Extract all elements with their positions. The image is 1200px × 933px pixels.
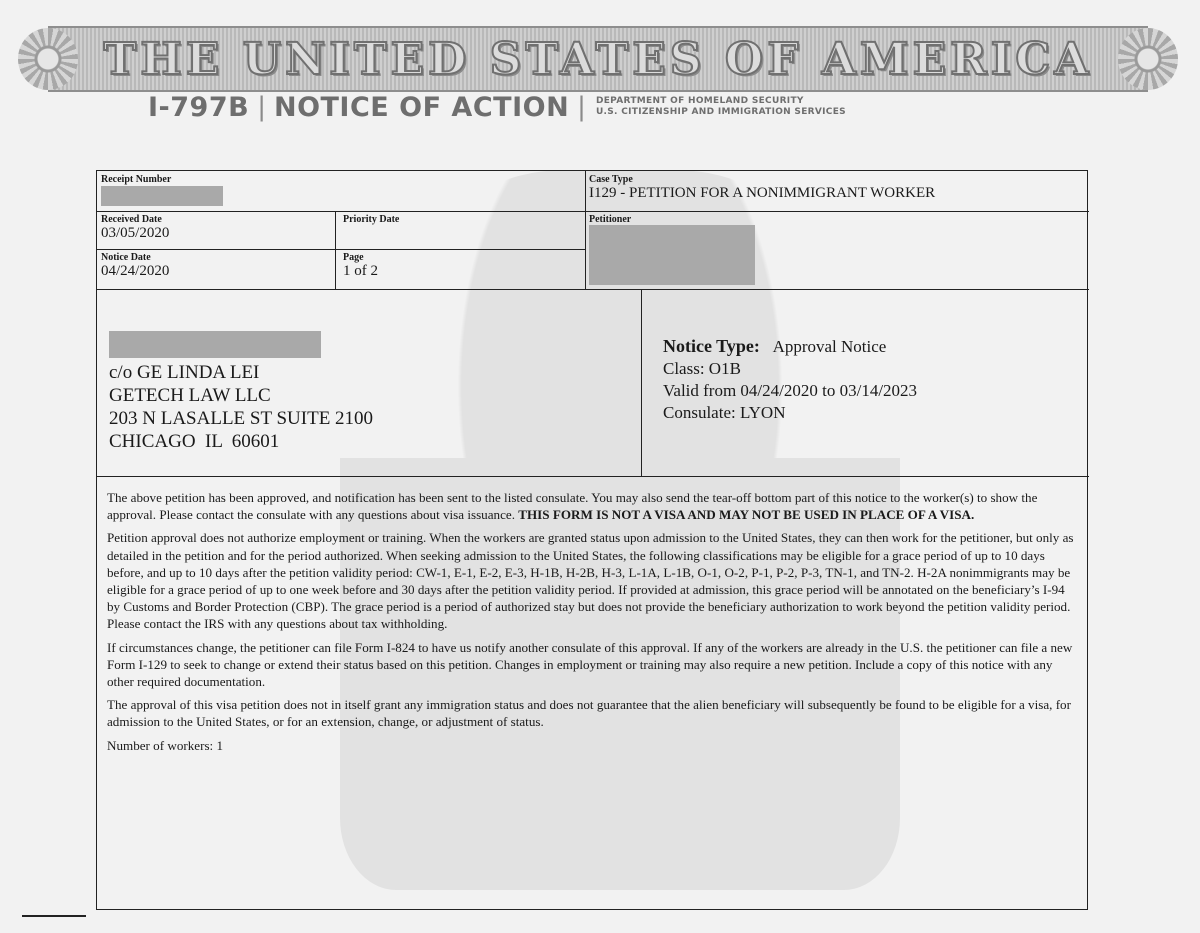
petitioner-cell	[589, 214, 631, 225]
banner	[48, 26, 1148, 92]
address-line-4: CHICAGO IL 60601	[109, 431, 280, 452]
seal-ornament-right	[1118, 28, 1178, 90]
agency-line-2: U.S. CITIZENSHIP AND IMMIGRATION SERVICES	[595, 107, 846, 117]
paragraph-4: The approval of this visa petition does not in itself grant any immigration status and does not guarantee that the alien beneficiary will subsequently be found to be eligible for a visa, for admission to the United States, or for an extension, change, or adjustment of status.	[107, 697, 1071, 730]
divider	[585, 171, 586, 289]
divider	[97, 289, 1089, 290]
agency-line-1: DEPARTMENT OF HOMELAND SECURITY	[595, 96, 804, 106]
page-label: Page	[343, 252, 364, 263]
mailing-address	[109, 361, 373, 453]
page-value: 1 of 2	[343, 263, 378, 279]
petitioner-label: Petitioner	[589, 214, 632, 225]
separator: |	[577, 92, 586, 122]
notice-type-value: Approval Notice	[772, 337, 887, 356]
divider	[97, 476, 1089, 477]
address-line-2: GETECH LAW LLC	[109, 385, 271, 406]
priority-date-label: Priority Date	[343, 214, 400, 225]
notice-form	[96, 170, 1088, 910]
received-date-cell	[101, 214, 169, 242]
valid-line: Valid from 04/24/2020 to 03/14/2023	[663, 381, 918, 400]
case-type-value: I129 - PETITION FOR A NONIMMIGRANT WORKER	[589, 185, 936, 201]
notice-date-value: 04/24/2020	[101, 263, 170, 279]
received-date-value: 03/05/2020	[101, 225, 170, 241]
redacted-petitioner	[589, 225, 755, 285]
divider	[335, 211, 336, 289]
separator: |	[257, 92, 266, 122]
redacted-receipt-number	[101, 186, 223, 206]
notice-title: NOTICE OF ACTION	[273, 91, 570, 123]
notice-date-label: Notice Date	[101, 252, 151, 263]
paragraph-3: If circumstances change, the petitioner can file Form I-824 to have us notify another consulate of this approval. If any of the workers are already in the U.S. the petitioner can file a new Form I-129 to seek to change or extend their status based on this petition. Changes in employment or training may also require a new petition. Include a copy of this notice with any other required documentation.	[107, 639, 1073, 690]
receipt-number-label: Receipt Number	[101, 174, 172, 185]
paragraph-1	[107, 489, 1077, 523]
number-of-workers: Number of workers: 1	[107, 737, 223, 753]
agency	[596, 96, 846, 118]
case-type-cell	[589, 174, 935, 202]
receipt-number-cell	[101, 174, 171, 185]
banner-title: THE UNITED STATES OF AMERICA	[103, 33, 1093, 85]
tear-off-mark	[22, 915, 86, 917]
divider	[97, 211, 1089, 212]
form-subheader	[148, 90, 846, 124]
address-line-1: c/o GE LINDA LEI	[109, 362, 260, 383]
notice-type-label: Notice Type:	[663, 336, 760, 356]
paragraph-2: Petition approval does not authorize employment or training. When the workers are granted status upon admission to the United States, they can then work for the petitioner, but only as detailed in the petition and for the period authorized. When seeking admission to the United States, the following classifications may be eligible for a grace period of up to 10 days before, and up to 10 days after the petition validity period: CW-1, E-1, E-2, E-3, H-1B, H-2B, H-3, L-1A, L-1B, O-1, O-2, P-1, P-2, P-3, TN-1, and TN-2. H-2A nonimmigrants may be eligible for a grace period of up to one week before and 30 days after the petition validity period. If provided at admission, this grace period will be annotated on the beneficiary’s I-94 by Customs and Border Protection (CBP). The grace period is a period of authorized stay but does not provide the beneficiary authorization to work beyond the petition validity period. Please contact the IRS with any questions about tax withholding.	[107, 530, 1074, 632]
redacted-beneficiary-name	[109, 331, 321, 358]
divider	[641, 289, 642, 476]
visa-warning: THIS FORM IS NOT A VISA AND MAY NOT BE USED IN PLACE OF A VISA.	[518, 507, 975, 523]
class-line: Class: O1B	[663, 359, 741, 378]
received-date-label: Received Date	[101, 214, 162, 225]
priority-date-cell	[343, 214, 399, 225]
paragraph-1-text: The above petition has been approved, and notification has been sent to the listed consulate. You may also send the tear-off bottom part of this notice to the worker(s) to show the approval. Please contact the consulate with any questions about visa issuance.	[107, 490, 1038, 523]
case-type-label: Case Type	[589, 174, 633, 185]
notice-info	[663, 335, 917, 424]
seal-ornament-left	[18, 28, 78, 90]
notice-type	[663, 335, 917, 358]
consulate-line: Consulate: LYON	[663, 403, 786, 422]
form-id: I-797B	[148, 91, 250, 123]
page-cell	[343, 252, 378, 280]
notice-body	[107, 489, 1077, 760]
divider	[97, 249, 585, 250]
address-line-3: 203 N LASALLE ST SUITE 2100	[109, 408, 374, 429]
notice-date-cell	[101, 252, 169, 280]
